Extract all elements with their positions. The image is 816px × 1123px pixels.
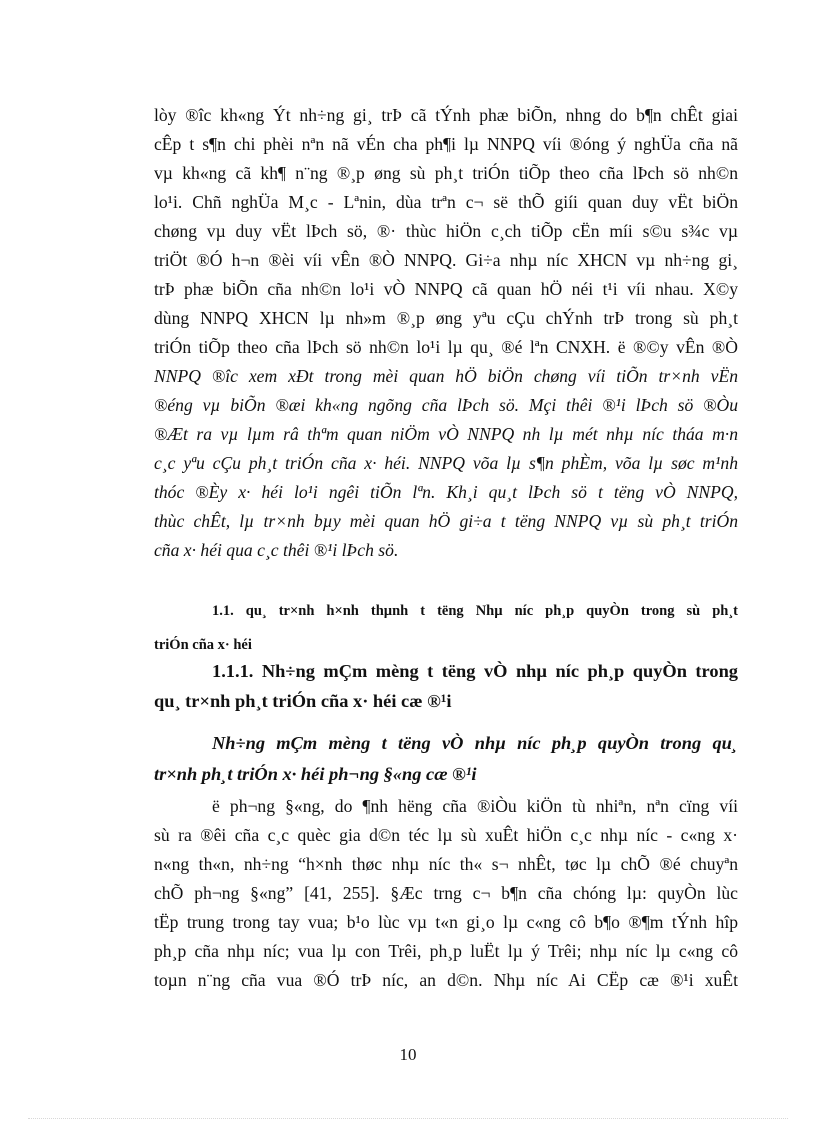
text-line: chøng vµ duy vËt lÞch sö, ®· thùc hiÖn c¸ch tiÕp cËn míi s©u s¾c vµ (154, 221, 738, 241)
text-line: lòy ®îc kh«ng Ýt nh÷ng gi¸ trÞ cã tÝnh phæ biÕn, nhng do b¶n chÊt giai (154, 105, 738, 125)
subsection-heading-line: 1.1.1. Nh÷ng mÇm mèng t tëng vÒ nhµ níc ph¸p quyÒn trong (212, 661, 738, 681)
text-line: ë ph¬ng §«ng, do ¶nh hëng cña ®iÒu kiÖn tù nhiªn, nªn cïng víi (212, 796, 738, 816)
page-number: 10 (399, 1045, 417, 1064)
text-line-italic: cña x· héi qua c¸c thêi ®¹i lÞch sö. (154, 540, 399, 560)
text-line: lo¹i. Chñ nghÜa M¸c - Lªnin, dùa trªn c¬ së thÕ giíi quan duy vËt biÖn (154, 192, 738, 212)
text-line: toµn n¨ng cña vua ®Ó trÞ níc, an d©n. Nhµ níc Ai CËp cæ ®¹i xuÊt (154, 970, 738, 990)
text-line-italic: ®éng vµ biÕn ®æi kh«ng ngõng cña lÞch sö. Mçi thêi ®¹i lÞch sö ®Òu (154, 395, 738, 415)
text-line: cÊp t s¶n chi phèi nªn nã vÉn cha ph¶i lµ NNPQ víi ®óng ý nghÜa cña nã (154, 134, 738, 154)
subsection-heading (154, 656, 738, 716)
text-line: triÖt ®Ó h¬n ®èi víi vÊn ®Ò NNPQ. Gi÷a nhµ níc XHCN vµ nh÷ng gi¸ (154, 250, 738, 270)
section-heading-line: 1.1. qu¸ tr×nh h×nh thµnh t tëng Nhµ níc ph¸p quyÒn trong sù ph¸t (212, 603, 738, 619)
sub-subsection-heading-line: tr×nh ph¸t triÓn x· héi ph¬ng §«ng cæ ®¹i (154, 764, 477, 784)
section-heading (154, 594, 738, 662)
text-line: vµ kh«ng cã kh¶ n¨ng ®¸p øng sù ph¸t triÓn tiÕp theo cña lÞch sö nh©n (154, 163, 738, 183)
text-line-italic: thóc ®Èy x· héi lo¹i ngêi tiÕn lªn. Kh¸i qu¸t lÞch sö t tëng vÒ NNPQ, (154, 482, 738, 502)
text-line: trÞ phæ biÕn cña nh©n lo¹i vÒ NNPQ cã quan hÖ néi t¹i víi nhau. X©y (154, 279, 738, 299)
text-line: dùng NNPQ XHCN lµ nh»m ®¸p øng yªu cÇu chÝnh trÞ trong sù ph¸t (154, 308, 738, 328)
text-line: triÓn tiÕp theo cña lÞch sö nh©n lo¹i lµ qu¸ ®é lªn CNXH. ë ®©y vÊn ®Ò (154, 337, 738, 357)
text-line-italic: thùc chÊt, lµ tr×nh bµy mèi quan hÖ gi÷a t tëng NNPQ vµ sù ph¸t triÓn (154, 511, 738, 531)
text-line: sù ra ®êi cña c¸c quèc gia d©n téc lµ sù xuÊt hiÖn c¸c nhµ níc - c«ng x· (154, 825, 738, 845)
text-line-italic: ®Æt ra vµ lµm râ thªm quan niÖm vÒ NNPQ nh lµ mét nhµ níc tháa m·n (154, 424, 738, 444)
text-line: ph¸p cña nhµ níc; vua lµ con Trêi, ph¸p luËt lµ ý Trêi; nhµ níc lµ c«ng cô (154, 941, 738, 961)
text-line: n«ng th«n, nh÷ng “h×nh thøc nhµ níc th« s¬ nhÊt, tøc lµ chÕ ®é chuyªn (154, 854, 738, 874)
body-paragraph-1 (154, 101, 738, 565)
body-paragraph-2 (154, 792, 738, 995)
text-line-italic: c¸c yªu cÇu ph¸t triÓn cña x· héi. NNPQ võa lµ s¶n phÈm, võa lµ søc m¹nh (154, 453, 738, 473)
sub-subsection-heading-line: Nh÷ng mÇm mèng t tëng vÒ nhµ níc ph¸p quyÒn trong qu¸ (212, 733, 738, 753)
text-line: chÕ ph¬ng §«ng” [41, 255]. §Æc trng c¬ b¶n cña chóng lµ: quyÒn lùc (154, 883, 738, 903)
text-line-italic: NNPQ ®îc xem xÐt trong mèi quan hÖ biÖn chøng víi tiÕn tr×nh vËn (154, 366, 738, 386)
page-bottom-divider (28, 1118, 788, 1119)
subsection-heading-line: qu¸ tr×nh ph¸t triÓn cña x· héi cæ ®¹i (154, 691, 452, 711)
sub-subsection-heading (154, 728, 738, 790)
section-heading-line: triÓn cña x· héi (154, 637, 252, 653)
text-line: tËp trung trong tay vua; b¹o lùc vµ t«n gi¸o lµ c«ng cô b¶o ®¶m tÝnh hîp (154, 912, 738, 932)
